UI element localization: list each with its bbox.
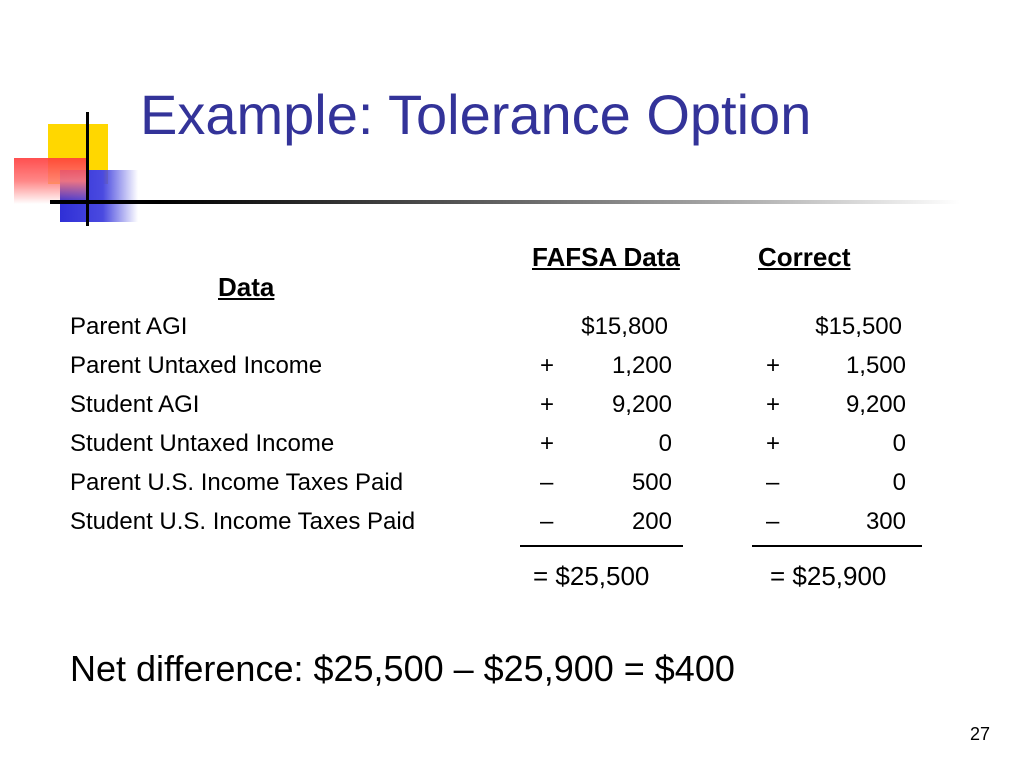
correct-value: 300 [865, 508, 906, 535]
fafsa-value: $15,800 [581, 313, 668, 340]
fafsa-value: 1,200 [611, 352, 672, 379]
correct-sign: + [766, 352, 781, 379]
fafsa-value: 9,200 [611, 391, 672, 418]
table-row [0, 508, 1024, 544]
table-row [0, 469, 1024, 505]
header-data: Data [218, 272, 275, 302]
row-label: Student U.S. Income Taxes Paid [70, 508, 416, 535]
fafsa-sign: – [540, 469, 554, 496]
fafsa-value: 200 [631, 508, 672, 535]
row-label: Parent AGI [70, 313, 188, 340]
fafsa-value: 0 [658, 430, 672, 457]
correct-value: 1,500 [845, 352, 906, 379]
fafsa-value: 500 [631, 469, 672, 496]
table-row [0, 391, 1024, 427]
correct-sign: + [766, 430, 781, 457]
correct-sign: – [766, 508, 780, 535]
row-label: Student Untaxed Income [70, 430, 335, 457]
fafsa-sign: – [540, 508, 554, 535]
row-label: Parent Untaxed Income [70, 352, 323, 379]
table-row [0, 430, 1024, 466]
decor-vertical-line [86, 112, 89, 226]
page-number: 27 [969, 724, 990, 744]
header-fafsa-data: FAFSA Data [532, 242, 680, 272]
slide-title: Example: Tolerance Option [140, 83, 812, 146]
correct-value: $15,500 [815, 313, 902, 340]
correct-total: = $25,900 [770, 561, 887, 591]
correct-sign: + [766, 391, 781, 418]
row-label: Student AGI [70, 391, 200, 418]
table-row [0, 313, 1024, 349]
fafsa-sum-line [520, 545, 683, 547]
correct-sign: – [766, 469, 780, 496]
correct-value: 9,200 [845, 391, 906, 418]
correct-value: 0 [892, 469, 906, 496]
fafsa-sign: + [540, 352, 555, 379]
net-difference: Net difference: $25,500 – $25,900 = $400 [70, 648, 735, 689]
decor-red-square [14, 158, 86, 204]
correct-sum-line [752, 545, 922, 547]
fafsa-total: = $25,500 [533, 561, 650, 591]
correct-value: 0 [892, 430, 906, 457]
title-underline [50, 200, 960, 204]
table-row [0, 352, 1024, 388]
header-correct: Correct [758, 242, 851, 272]
fafsa-sign: + [540, 391, 555, 418]
row-label: Parent U.S. Income Taxes Paid [70, 469, 404, 496]
fafsa-sign: + [540, 430, 555, 457]
